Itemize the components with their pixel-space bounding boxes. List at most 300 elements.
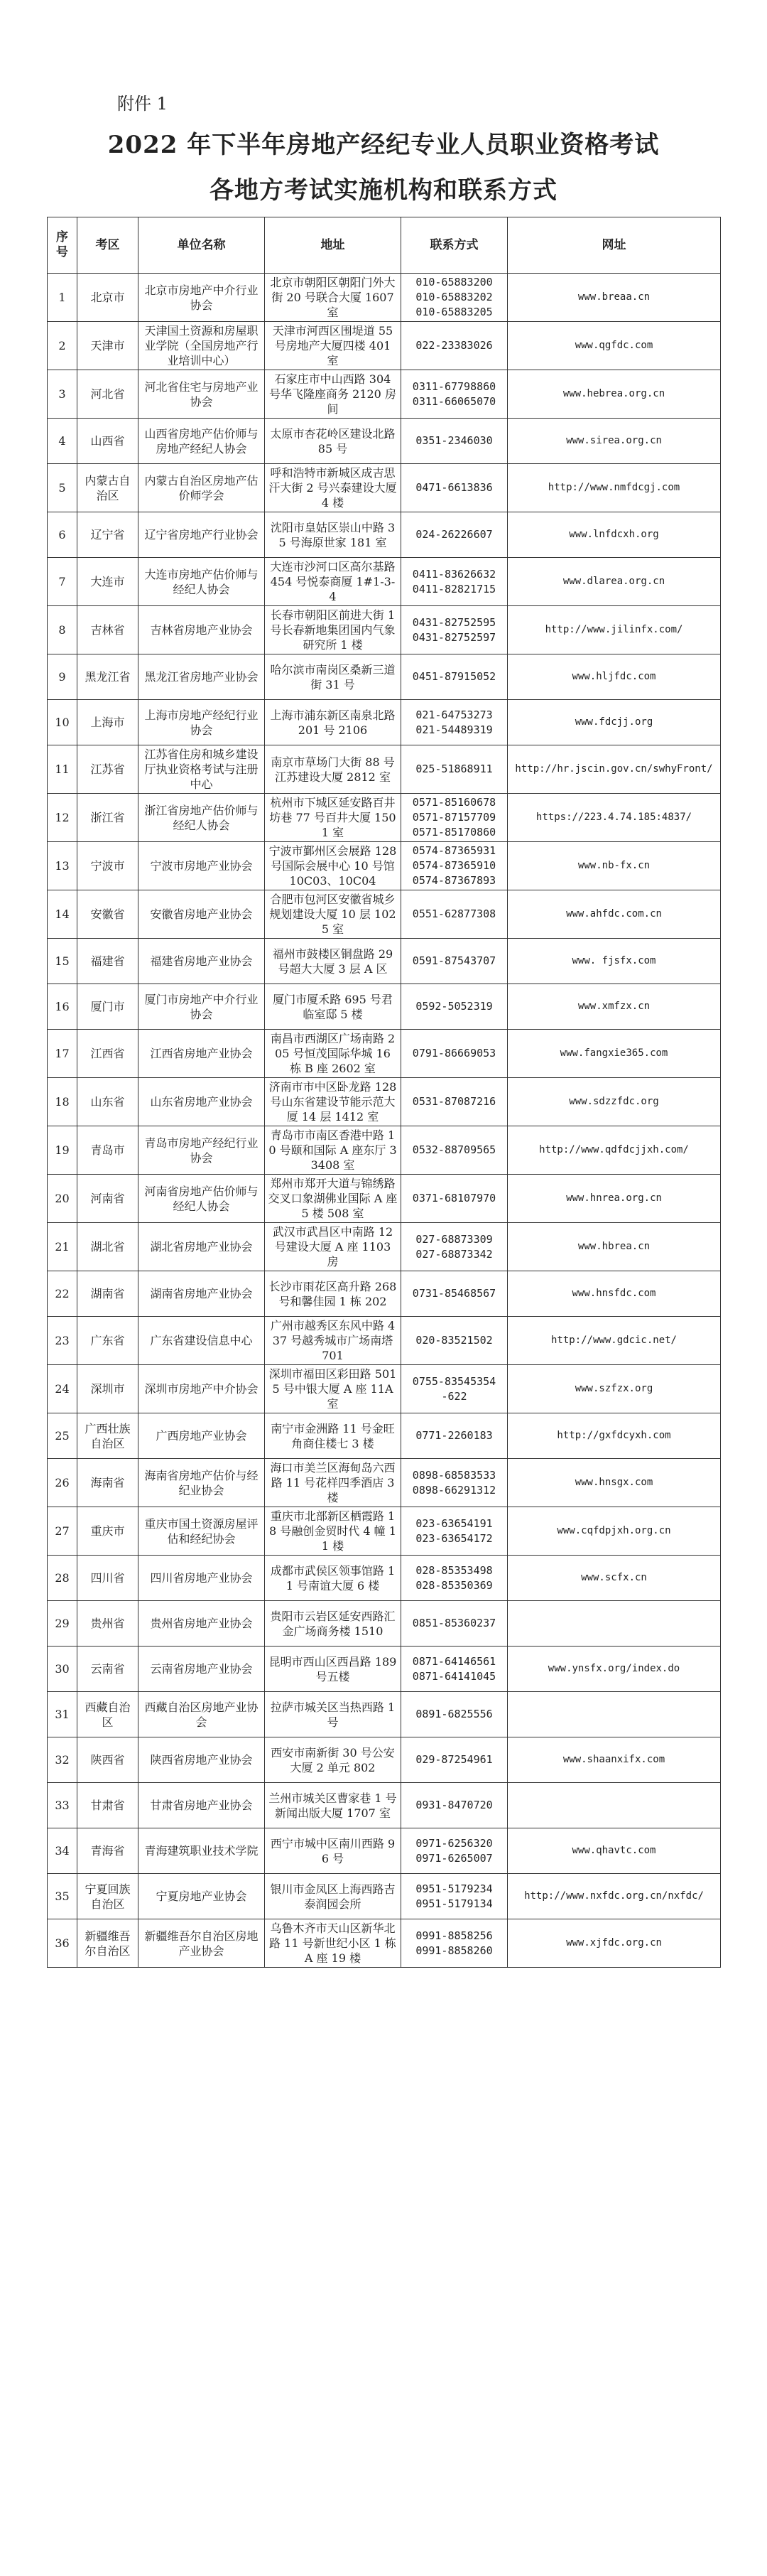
cell-seq: 13 [48, 842, 77, 890]
cell-seq: 2 [48, 322, 77, 370]
cell-address: 深圳市福田区彩田路 5015 号中银大厦 A 座 11A 室 [265, 1365, 401, 1413]
cell-seq: 5 [48, 464, 77, 512]
table-row [48, 1223, 721, 1271]
phone-number: 0532-88709565 [412, 1143, 496, 1156]
cell-address: 杭州市下城区延安路百井坊巷 77 号百井大厦 1501 室 [265, 794, 401, 842]
phone-number: 0574-87367893 [412, 874, 496, 887]
cell-website [508, 1126, 721, 1175]
header-area: 考区 [77, 217, 138, 274]
cell-address: 沈阳市皇姑区崇山中路 35 号海原世家 181 室 [265, 512, 401, 558]
table-row [48, 654, 721, 700]
cell-area: 浙江省 [77, 794, 138, 842]
cell-area: 宁波市 [77, 842, 138, 890]
cell-seq: 16 [48, 984, 77, 1030]
cell-website [508, 512, 721, 558]
cell-seq: 14 [48, 890, 77, 939]
cell-area: 福建省 [77, 939, 138, 984]
cell-contact [401, 1601, 508, 1647]
cell-seq: 35 [48, 1874, 77, 1919]
cell-address: 长沙市雨花区高升路 268 号和馨佳园 1 栋 202 [265, 1271, 401, 1317]
cell-seq: 32 [48, 1737, 77, 1783]
cell-contact [401, 1413, 508, 1459]
cell-website [508, 1223, 721, 1271]
phone-number: 0411-83626632 [412, 567, 496, 581]
cell-address: 拉萨市城关区当热西路 1 号 [265, 1692, 401, 1737]
cell-address: 大连市沙河口区高尔基路 454 号悦泰商厦 1#1-3-4 [265, 558, 401, 606]
cell-area: 贵州省 [77, 1601, 138, 1647]
cell-website [508, 1030, 721, 1078]
phone-number: 0571-87157709 [412, 811, 496, 824]
phone-number: 020-83521502 [415, 1334, 493, 1347]
cell-address: 昆明市西山区西昌路 189 号五楼 [265, 1647, 401, 1692]
website-link[interactable]: www.scfx.cn [581, 1572, 647, 1583]
website-link[interactable]: www.cqfdpjxh.org.cn [557, 1525, 671, 1536]
cell-contact [401, 1692, 508, 1737]
page-title-line1: 2022 年下半年房地产经纪专业人员职业资格考试 [107, 131, 660, 159]
phone-number: 0311-66065070 [412, 394, 496, 408]
cell-seq: 20 [48, 1175, 77, 1223]
cell-area: 河北省 [77, 370, 138, 419]
cell-seq: 12 [48, 794, 77, 842]
website-link[interactable]: https://223.4.74.185:4837/ [535, 812, 692, 823]
cell-address: 青岛市市南区香港中路 10 号颐和国际 A 座东厅 33408 室 [265, 1126, 401, 1175]
cell-website [508, 794, 721, 842]
cell-org: 浙江省房地产估价师与经纪人协会 [138, 794, 265, 842]
cell-contact [401, 1126, 508, 1175]
cell-org: 吉林省房地产业协会 [138, 606, 265, 654]
cell-address: 海口市美兰区海甸岛六西路 11 号花样四季酒店 3 楼 [265, 1459, 401, 1507]
table-row [48, 984, 721, 1030]
cell-area: 北京市 [77, 274, 138, 322]
cell-address: 广州市越秀区东风中路 437 号越秀城市广场南塔 701 [265, 1317, 401, 1365]
cell-area: 海南省 [77, 1459, 138, 1507]
table-row [48, 1783, 721, 1828]
cell-contact [401, 1271, 508, 1317]
phone-number: 0471-6613836 [415, 481, 493, 494]
cell-seq: 34 [48, 1828, 77, 1874]
cell-contact [401, 1556, 508, 1601]
phone-number: 0592-5052319 [415, 1000, 493, 1013]
cell-org: 河南省房地产估价师与经纪人协会 [138, 1175, 265, 1223]
cell-contact [401, 1317, 508, 1365]
cell-seq: 10 [48, 700, 77, 745]
cell-seq: 7 [48, 558, 77, 606]
cell-area: 湖北省 [77, 1223, 138, 1271]
cell-area: 上海市 [77, 700, 138, 745]
cell-contact [401, 1459, 508, 1507]
cell-website [508, 419, 721, 464]
phone-number: 023-63654172 [415, 1531, 493, 1545]
phone-number: 0991-8858260 [415, 1944, 493, 1957]
header-seq: 序号 [48, 217, 77, 274]
cell-org: 河北省住宅与房地产业协会 [138, 370, 265, 419]
cell-contact [401, 1919, 508, 1968]
website-link[interactable]: www.hbrea.cn [577, 1241, 651, 1252]
table-row [48, 1175, 721, 1223]
cell-contact [401, 1223, 508, 1271]
table-row [48, 1919, 721, 1968]
website-link[interactable]: www.shaanxifx.com [562, 1754, 665, 1765]
cell-website [508, 1647, 721, 1692]
table-row [48, 1030, 721, 1078]
cell-org: 宁夏房地产业协会 [138, 1874, 265, 1919]
cell-address: 石家庄市中山西路 304 号华飞隆座商务 2120 房间 [265, 370, 401, 419]
cell-seq: 22 [48, 1271, 77, 1317]
phone-number: 028-85350369 [415, 1578, 493, 1592]
website-link[interactable]: www.lnfdcxh.org [569, 529, 659, 540]
phone-number: 0891-6825556 [415, 1708, 493, 1720]
phone-number: 0371-68107970 [412, 1192, 496, 1205]
website-link[interactable]: www.breaa.cn [577, 291, 651, 303]
cell-website [508, 1317, 721, 1365]
cell-org: 上海市房地产经纪行业协会 [138, 700, 265, 745]
website-link[interactable]: www.ahfdc.com.cn [566, 908, 662, 920]
table-row [48, 606, 721, 654]
table-row [48, 512, 721, 558]
cell-area: 吉林省 [77, 606, 138, 654]
phone-number: 0351-2346030 [415, 434, 493, 447]
phone-number: 0951-5179134 [415, 1897, 493, 1910]
header-address: 地址 [265, 217, 401, 274]
website-link[interactable]: www.sirea.org.cn [566, 435, 662, 446]
cell-website [508, 558, 721, 606]
website-link[interactable]: http://www.nmfdcgj.com [548, 482, 680, 493]
table-row [48, 370, 721, 419]
cell-seq: 15 [48, 939, 77, 984]
table-row [48, 1413, 721, 1459]
cell-org: 深圳市房地产中介协会 [138, 1365, 265, 1413]
cell-org: 山东省房地产业协会 [138, 1078, 265, 1126]
cell-address: 济南市市中区卧龙路 128 号山东省建设节能示范大厦 14 层 1412 室 [265, 1078, 401, 1126]
cell-address: 重庆市北部新区栖霞路 18 号融创金贸时代 4 幢 11 楼 [265, 1507, 401, 1556]
table-row [48, 322, 721, 370]
cell-contact [401, 322, 508, 370]
cell-contact [401, 794, 508, 842]
cell-seq: 24 [48, 1365, 77, 1413]
cell-org: 安徽省房地产业协会 [138, 890, 265, 939]
cell-contact [401, 890, 508, 939]
cell-area: 湖南省 [77, 1271, 138, 1317]
cell-address: 合肥市包河区安徽省城乡规划建设大厦 10 层 1025 室 [265, 890, 401, 939]
table-row [48, 274, 721, 322]
phone-number: 0771-2260183 [415, 1429, 493, 1442]
header-org: 单位名称 [138, 217, 265, 274]
cell-website [508, 1828, 721, 1874]
website-link[interactable]: www.nb-fx.cn [577, 860, 651, 871]
cell-org: 北京市房地产中介行业协会 [138, 274, 265, 322]
phone-number: 0551-62877308 [412, 907, 496, 920]
cell-website [508, 842, 721, 890]
cell-seq: 25 [48, 1413, 77, 1459]
cell-area: 新疆维吾尔自治区 [77, 1919, 138, 1968]
phone-number: 0571-85170860 [412, 826, 496, 839]
phone-number: -622 [441, 1389, 467, 1403]
cell-contact [401, 464, 508, 512]
phone-number: 0571-85160678 [412, 796, 496, 809]
website-link[interactable]: www.szfzx.org [575, 1383, 653, 1394]
cell-org: 内蒙古自治区房地产估价师学会 [138, 464, 265, 512]
cell-org: 甘肃省房地产业协会 [138, 1783, 265, 1828]
cell-org: 西藏自治区房地产业协会 [138, 1692, 265, 1737]
cell-address: 福州市鼓楼区铜盘路 29 号超大大厦 3 层 A 区 [265, 939, 401, 984]
website-link[interactable]: www. fjsfx.com [572, 955, 656, 966]
table-row [48, 1126, 721, 1175]
cell-seq: 4 [48, 419, 77, 464]
cell-area: 天津市 [77, 322, 138, 370]
cell-contact [401, 1078, 508, 1126]
cell-address: 上海市浦东新区南泉北路 201 号 2106 [265, 700, 401, 745]
cell-contact [401, 419, 508, 464]
cell-seq: 8 [48, 606, 77, 654]
cell-org: 大连市房地产估价师与经纪人协会 [138, 558, 265, 606]
website-link[interactable]: http://gxfdcyxh.com [557, 1430, 671, 1441]
cell-website [508, 1175, 721, 1223]
cell-contact [401, 1737, 508, 1783]
cell-contact [401, 512, 508, 558]
phone-number: 0991-8858256 [415, 1929, 493, 1942]
cell-area: 四川省 [77, 1556, 138, 1601]
cell-website [508, 606, 721, 654]
cell-website [508, 370, 721, 419]
contact-table [47, 217, 721, 1968]
website-link[interactable]: www.ynsfx.org/index.do [548, 1663, 680, 1674]
cell-org: 青海建筑职业技术学院 [138, 1828, 265, 1874]
cell-seq: 6 [48, 512, 77, 558]
cell-address: 南京市草场门大街 88 号江苏建设大厦 2812 室 [265, 745, 401, 794]
cell-org: 厦门市房地产中介行业协会 [138, 984, 265, 1030]
table-row [48, 1601, 721, 1647]
website-link[interactable]: www.hljfdc.com [572, 671, 656, 682]
cell-area: 广西壮族自治区 [77, 1413, 138, 1459]
cell-address: 宁波市鄞州区会展路 128 号国际会展中心 10 号馆 10C03、10C04 [265, 842, 401, 890]
website-link[interactable]: www.hnrea.org.cn [566, 1192, 662, 1204]
phone-number: 0791-86669053 [412, 1047, 496, 1060]
cell-website [508, 1692, 721, 1737]
phone-number: 028-85353498 [415, 1563, 493, 1577]
table-body [48, 274, 721, 1968]
table-row [48, 745, 721, 794]
table-row [48, 1828, 721, 1874]
cell-address: 乌鲁木齐市天山区新华北路 11 号新世纪小区 1 栋 A 座 19 楼 [265, 1919, 401, 1968]
cell-area: 辽宁省 [77, 512, 138, 558]
header-contact: 联系方式 [401, 217, 508, 274]
cell-website [508, 322, 721, 370]
phone-number: 0851-85360237 [412, 1617, 496, 1629]
cell-org: 广东省建设信息中心 [138, 1317, 265, 1365]
cell-area: 山西省 [77, 419, 138, 464]
cell-org: 贵州省房地产业协会 [138, 1601, 265, 1647]
cell-org: 湖南省房地产业协会 [138, 1271, 265, 1317]
cell-contact [401, 1030, 508, 1078]
table-row [48, 842, 721, 890]
cell-seq: 1 [48, 274, 77, 322]
website-link[interactable]: http://www.nxfdc.org.cn/nxfdc/ [524, 1890, 704, 1902]
phone-number: 0971-6256320 [415, 1836, 493, 1850]
cell-address: 郑州市郑开大道与锦绣路交叉口象湖佛业国际 A 座 5 楼 508 室 [265, 1175, 401, 1223]
cell-seq: 28 [48, 1556, 77, 1601]
cell-contact [401, 370, 508, 419]
phone-number: 0931-8470720 [415, 1799, 493, 1811]
cell-website [508, 1874, 721, 1919]
cell-address: 武汉市武昌区中南路 12 号建设大厦 A 座 1103 房 [265, 1223, 401, 1271]
website-link[interactable]: http://www.qdfdcjjxh.com/ [539, 1144, 689, 1155]
cell-seq: 30 [48, 1647, 77, 1692]
website-link[interactable]: www.fangxie365.com [560, 1047, 668, 1059]
website-link[interactable]: www.xjfdc.org.cn [566, 1937, 662, 1949]
cell-website [508, 1783, 721, 1828]
cell-area: 河南省 [77, 1175, 138, 1223]
website-link[interactable]: http://hr.jscin.gov.cn/swhyFront/ [515, 763, 713, 775]
website-link[interactable]: www.dlarea.org.cn [562, 576, 665, 587]
cell-address: 西安市南新街 30 号公安大厦 2 单元 802 [265, 1737, 401, 1783]
website-link[interactable]: http://www.gdcic.net/ [550, 1335, 677, 1346]
phone-number: 023-63654191 [415, 1516, 493, 1530]
cell-org: 青岛市房地产经纪行业协会 [138, 1126, 265, 1175]
cell-area: 黑龙江省 [77, 654, 138, 700]
cell-org: 云南省房地产业协会 [138, 1647, 265, 1692]
phone-number: 027-68873342 [415, 1247, 493, 1261]
cell-org: 黑龙江省房地产业协会 [138, 654, 265, 700]
cell-org: 新疆维吾尔自治区房地产业协会 [138, 1919, 265, 1968]
cell-website [508, 745, 721, 794]
table-row [48, 700, 721, 745]
cell-area: 山东省 [77, 1078, 138, 1126]
website-link[interactable]: www.sdzzfdc.org [569, 1096, 659, 1107]
cell-contact [401, 1507, 508, 1556]
table-row [48, 1874, 721, 1919]
cell-contact [401, 606, 508, 654]
cell-org: 陕西省房地产业协会 [138, 1737, 265, 1783]
cell-website [508, 654, 721, 700]
cell-address: 西宁市城中区南川西路 96 号 [265, 1828, 401, 1874]
cell-contact [401, 984, 508, 1030]
phone-number: 0431-82752597 [412, 630, 496, 644]
table-row [48, 464, 721, 512]
table-row [48, 1365, 721, 1413]
cell-website [508, 1919, 721, 1968]
cell-org: 福建省房地产业协会 [138, 939, 265, 984]
cell-website [508, 1271, 721, 1317]
website-link[interactable]: www.hnsfdc.com [572, 1288, 656, 1299]
phone-number: 024-26226607 [415, 528, 493, 541]
cell-address: 天津市河西区围堤道 55 号房地产大厦四楼 401 室 [265, 322, 401, 370]
cell-seq: 26 [48, 1459, 77, 1507]
header-website: 网址 [508, 217, 721, 274]
phone-number: 0898-66291312 [412, 1483, 496, 1497]
cell-org: 广西房地产业协会 [138, 1413, 265, 1459]
phone-number: 021-64753273 [415, 708, 493, 721]
phone-number: 021-54489319 [415, 723, 493, 736]
website-link[interactable]: www.hebrea.org.cn [562, 388, 665, 399]
cell-seq: 31 [48, 1692, 77, 1737]
cell-area: 江西省 [77, 1030, 138, 1078]
website-link[interactable]: www.qgfdc.com [575, 340, 653, 351]
cell-website [508, 464, 721, 512]
cell-website [508, 1459, 721, 1507]
cell-area: 甘肃省 [77, 1783, 138, 1828]
cell-address: 兰州市城关区曹家巷 1 号新闻出版大厦 1707 室 [265, 1783, 401, 1828]
cell-website [508, 1507, 721, 1556]
cell-website [508, 890, 721, 939]
website-link[interactable]: http://www.jilinfx.com/ [545, 624, 683, 635]
cell-address: 南宁市金洲路 11 号金旺角商住楼七 3 楼 [265, 1413, 401, 1459]
phone-number: 025-51868911 [415, 762, 493, 775]
cell-address: 贵阳市云岩区延安西路汇金广场商务楼 1510 [265, 1601, 401, 1647]
cell-website [508, 1413, 721, 1459]
cell-seq: 21 [48, 1223, 77, 1271]
cell-contact [401, 842, 508, 890]
cell-contact [401, 1647, 508, 1692]
phone-number: 0971-6265007 [415, 1851, 493, 1865]
phone-number: 0311-67798860 [412, 379, 496, 393]
cell-org: 天津国土资源和房屋职业学院（全国房地产行业培训中心） [138, 322, 265, 370]
cell-contact [401, 1874, 508, 1919]
cell-seq: 23 [48, 1317, 77, 1365]
cell-area: 青岛市 [77, 1126, 138, 1175]
cell-org: 四川省房地产业协会 [138, 1556, 265, 1601]
cell-address: 长春市朝阳区前进大街 1 号长春新地集团国内气象研究所 1 楼 [265, 606, 401, 654]
cell-area: 厦门市 [77, 984, 138, 1030]
table-row [48, 1556, 721, 1601]
cell-seq: 36 [48, 1919, 77, 1968]
table-row [48, 419, 721, 464]
cell-address: 南昌市西湖区广场南路 205 号恒茂国际华城 16 栋 B 座 2602 室 [265, 1030, 401, 1078]
table-row [48, 558, 721, 606]
cell-area: 陕西省 [77, 1737, 138, 1783]
cell-address: 哈尔滨市南岗区桑新三道街 31 号 [265, 654, 401, 700]
table-row [48, 1459, 721, 1507]
cell-contact [401, 1365, 508, 1413]
cell-area: 内蒙古自治区 [77, 464, 138, 512]
table-row [48, 1078, 721, 1126]
phone-number: 0411-82821715 [412, 582, 496, 596]
cell-seq: 33 [48, 1783, 77, 1828]
cell-org: 宁波市房地产业协会 [138, 842, 265, 890]
phone-number: 027-68873309 [415, 1232, 493, 1246]
cell-website [508, 274, 721, 322]
website-link[interactable]: www.hnsgx.com [575, 1477, 653, 1488]
phone-number: 0431-82752595 [412, 615, 496, 629]
table-row [48, 1692, 721, 1737]
cell-website [508, 939, 721, 984]
cell-address: 呼和浩特市新城区成吉思汗大街 2 号兴泰建设大厦 4 楼 [265, 464, 401, 512]
cell-area: 宁夏回族自治区 [77, 1874, 138, 1919]
cell-seq: 29 [48, 1601, 77, 1647]
cell-org: 辽宁省房地产行业协会 [138, 512, 265, 558]
table-row [48, 1271, 721, 1317]
cell-address: 厦门市厦禾路 695 号君临室邸 5 楼 [265, 984, 401, 1030]
website-link[interactable]: www.qhavtc.com [572, 1845, 656, 1856]
cell-address: 太原市杏花岭区建设北路 85 号 [265, 419, 401, 464]
phone-number: 0871-64146561 [412, 1654, 496, 1668]
phone-number: 010-65883202 [415, 291, 493, 303]
phone-number: 0591-87543707 [412, 954, 496, 967]
cell-website [508, 1601, 721, 1647]
website-link[interactable]: www.xmfzx.cn [577, 1001, 651, 1012]
phone-number: 0731-85468567 [412, 1287, 496, 1300]
cell-contact [401, 745, 508, 794]
phone-number: 022-23383026 [415, 339, 493, 352]
page-title-line2: 各地方考试实施机构和联系方式 [210, 176, 557, 205]
cell-seq: 3 [48, 370, 77, 419]
table-row [48, 794, 721, 842]
cell-area: 大连市 [77, 558, 138, 606]
website-link[interactable]: www.fdcjj.org [575, 716, 653, 728]
cell-website [508, 700, 721, 745]
cell-area: 广东省 [77, 1317, 138, 1365]
attachment-label: 附件 1 [117, 94, 168, 114]
table-row [48, 1647, 721, 1692]
